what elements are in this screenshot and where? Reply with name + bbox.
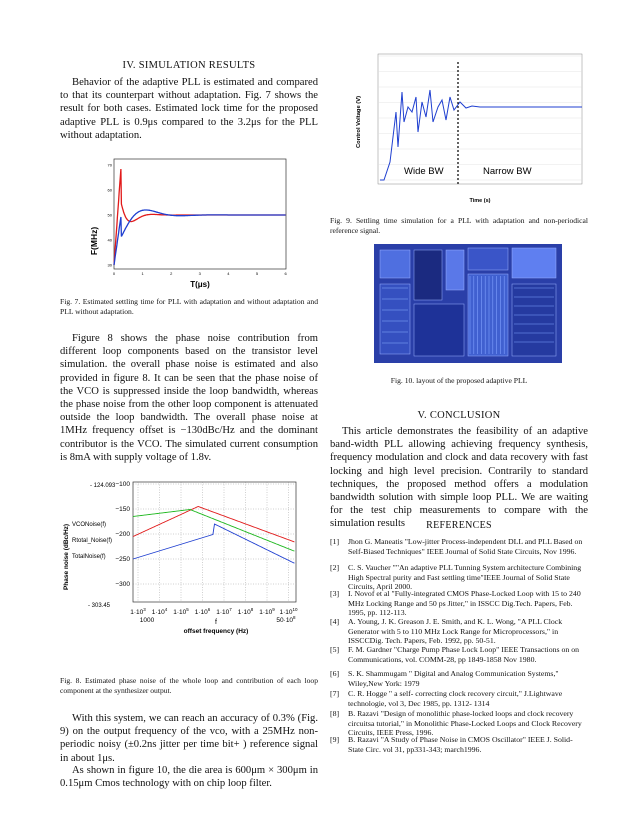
- chip-block: [380, 250, 410, 278]
- chip-block: [512, 284, 556, 356]
- reference-number: [7]: [330, 689, 340, 698]
- fig8-xtick: $1\cdot 10^5$: [173, 607, 189, 616]
- references-heading: REFERENCES: [426, 520, 492, 531]
- fig8-xtick: $1\cdot 10^3$: [130, 607, 146, 616]
- figure-7-caption: Fig. 7. Estimated settling time for PLL with adaptation and without adaptation and PLL without adaptation.: [60, 297, 318, 316]
- fig8-legend-rtotal: Rtotal_Noise(f): [72, 538, 113, 544]
- fig8-x-left: 1000: [139, 617, 155, 624]
- paragraph-conclusion: This article demonstrates the feasibility of an adaptive band-width PLL allowing achieving frequency synthesis, frequency modulation and clock and data recovery with fast locking and high level precision. Contrarily to standard techniques, the proposed method offers a modulation bandwidth solution with simple loop PLL. We are waiting for the test chip measurements to compare with the simulation results: [330, 426, 588, 530]
- fig7-xtick: 1: [141, 271, 144, 276]
- fig8-xtick: $1\cdot 10^6$: [194, 607, 211, 616]
- fig7-red-curve: [114, 169, 286, 265]
- fig8-ytick: −200: [115, 531, 130, 538]
- fig8-legend-total: TotalNoise(f): [72, 554, 106, 560]
- reference-text: I. Novof et al "Fully-integrated CMOS Phase-Locked Loop with 15 to 240 MHz Locking Range and 50 ps Jitter," in ISSCC Dig.Tech. Papers, Feb. 1995, pp. 112-113.: [348, 589, 581, 618]
- fig8-ylabel: Phase noise (dBc/Hz): [63, 523, 70, 591]
- fig8-x-right: $50\cdot 10^8$: [276, 615, 296, 624]
- reference-number: [3]: [330, 589, 340, 598]
- fig7-ytick: 50: [107, 212, 112, 218]
- fig7-xtick: 6: [284, 271, 287, 276]
- fig8-xlabel-symbol: f: [215, 619, 217, 626]
- fig7-plot-frame: [114, 159, 286, 269]
- fig7-ylabel: F(MHz): [89, 226, 99, 256]
- fig8-bottom-value: - 303.45: [88, 603, 111, 609]
- chip-block: [512, 248, 556, 278]
- figure-9-settling-time: [350, 52, 590, 204]
- reference-number: [8]: [330, 709, 340, 718]
- chip-block: [380, 284, 410, 354]
- fig8-ytick: −250: [115, 556, 130, 563]
- reference-text: A. Young, J. K. Greason J. E. Smith, and K. L. Wong, "A PLL Clock Generator with 5 to 110 MHz Lock Range for Microprocessors," in ISSCCDig. Tech. Papers, Feb. 1992, pp. 50-51.: [348, 617, 563, 646]
- chip-block: [414, 250, 442, 300]
- fig7-xtick: 3: [198, 271, 201, 276]
- reference-text: Jhon G. Maneatis "Low-jitter Process-independent DLL and PLL Based on Self-Biased Techniques" IEEE Journal of Solid State Circuits, Nov 1996.: [348, 537, 583, 556]
- chip-block: [468, 248, 508, 270]
- fig7-ytick: 70: [107, 162, 112, 168]
- fig8-xtick: $1\cdot 10^7$: [216, 607, 232, 616]
- fig7-blue-curve: [114, 210, 286, 265]
- fig9-ylabel: Control Voltage (V): [356, 95, 362, 149]
- fig8-ytick: −150: [115, 506, 130, 513]
- reference-number: [9]: [330, 735, 340, 744]
- reference-number: [6]: [330, 669, 340, 678]
- fig8-xtick: $1\cdot 10^4$: [151, 607, 168, 616]
- fig8-top-value: - 124.093: [90, 483, 116, 489]
- fig8-vco-noise-curve: [133, 507, 294, 542]
- figure-7-settling-time: [86, 153, 296, 291]
- fig9-xlabel: Time (s): [469, 198, 491, 204]
- figure-8-phase-noise: [60, 472, 318, 642]
- fig7-ytick: 30: [107, 262, 112, 268]
- fig7-ytick: 60: [107, 187, 112, 193]
- reference-text: S. K. Shammugam " Digital and Analog Communication Systems," Wiley,New York: 1979: [348, 669, 559, 688]
- section-heading-conclusion: V. CONCLUSION: [417, 410, 501, 421]
- fig8-legend-vco: VCONoise(f): [72, 522, 107, 528]
- fig8-xtick: $1\cdot 10^{10}$: [279, 607, 298, 616]
- fig7-xtick: 0: [112, 271, 116, 276]
- figure-10-chip-layout: [374, 244, 562, 363]
- fig8-xtick: $1\cdot 10^8$: [237, 607, 254, 616]
- fig8-xtick: $1\cdot 10^9$: [259, 607, 275, 616]
- fig8-ytick: −100: [115, 481, 130, 488]
- chip-block: [446, 250, 464, 290]
- paragraph-accuracy: With this system, we can reach an accuracy of 0.3% (Fig. 9) on the output frequency of the vco, with a 25MHz non-periodic noisy (±0.2ns jitter per time bit+ ) reference signal in about 1μs.: [60, 713, 318, 764]
- fig8-ytick: −300: [115, 581, 130, 588]
- fig9-wide-label: Wide BW: [404, 166, 444, 177]
- figure-8-caption: Fig. 8. Estimated phase noise of the whole loop and contribution of each loop component at the synthesizer output.: [60, 676, 318, 695]
- fig7-xtick: 4: [227, 271, 230, 276]
- figure-9-caption: Fig. 9. Settling time simulation for a PLL with adaptation and non-periodical reference signal.: [330, 216, 588, 235]
- figure-10-caption: Fig. 10. layout of the proposed adaptive PLL: [390, 376, 528, 385]
- fig7-xlabel: T(μs): [190, 280, 210, 289]
- chip-block: [414, 304, 464, 356]
- reference-text: C. R. Hogge " a self- correcting clock recovery circuit," J.Lightwave technologie, vol 3, Dec 1985, pp. 1312- 1314: [348, 689, 563, 708]
- fig8-xlabel: offset frequency (Hz): [183, 628, 249, 635]
- fig8-total-noise-curve: [133, 524, 294, 563]
- fig7-xtick: 5: [255, 271, 259, 276]
- reference-text: F. M. Gardner "Charge Pump Phase Lock Loop" IEEE Transactions on on Communications, vol. COMM-28, pp 1849-1858 Nov 1980.: [348, 645, 580, 664]
- reference-number: [4]: [330, 617, 340, 626]
- reference-text: C. S. Vaucher ""An adaptive PLL Tunning System architecture Combining High Spectral purity and Fast settling time"IEEE Journal of Solid State Circuits, April 2000.: [348, 563, 582, 592]
- fig7-xtick: 2: [170, 271, 173, 276]
- reference-number: [2]: [330, 563, 340, 572]
- paragraph-phase-noise: Figure 8 shows the phase noise contribution from different loop components based on the transistor level simulation. the overall phase noise is estimated and also provided in figure 8. It can be seen that the phase noise of the VCO is suppressed inside the loop bandwidth, whereas the phase noise from the other loop component is attenuated outside the loop bandwidth. The overall phase noise at 1MHz frequency offset is −130dBc/Hz and the dominant contributor is the VCO. The simulated current consumption is 8mA with supply voltage of 1.8v.: [60, 333, 318, 463]
- section-heading-simulation-results: IV. SIMULATION RESULTS: [122, 60, 256, 71]
- paragraph-die-area: As shown in figure 10, the die area is 600μm × 300μm in 0.15μm Cmos technology with on chip loop filter.: [60, 765, 318, 790]
- paragraph-adaptive-pll: Behavior of the adaptive PLL is estimated and compared to that its counterpart without adaptation. Fig. 7 shows the result for both cases. Estimated lock time for the proposed adaptive PLL is 0.9μs compared to the 3.2μs for the PLL without adaptation.: [60, 77, 318, 141]
- reference-text: B. Razavi "Design of monolithic phase-locked loops and clock recovery circuitsa tutorial," in Monolithic Phase-Locked Loops and Clock Recovery Circuits, IEEE Press, 1996.: [348, 709, 582, 738]
- fig7-ytick: 40: [107, 237, 112, 243]
- reference-number: [1]: [330, 537, 340, 546]
- reference-text: B. Razavi "A Study of Phase Noise in CMOS Oscillator" IEEE J. Solid-State Circ. vol 31, pp331-343; march1996.: [348, 735, 573, 754]
- fig9-narrow-label: Narrow BW: [483, 166, 532, 177]
- reference-number: [5]: [330, 645, 340, 654]
